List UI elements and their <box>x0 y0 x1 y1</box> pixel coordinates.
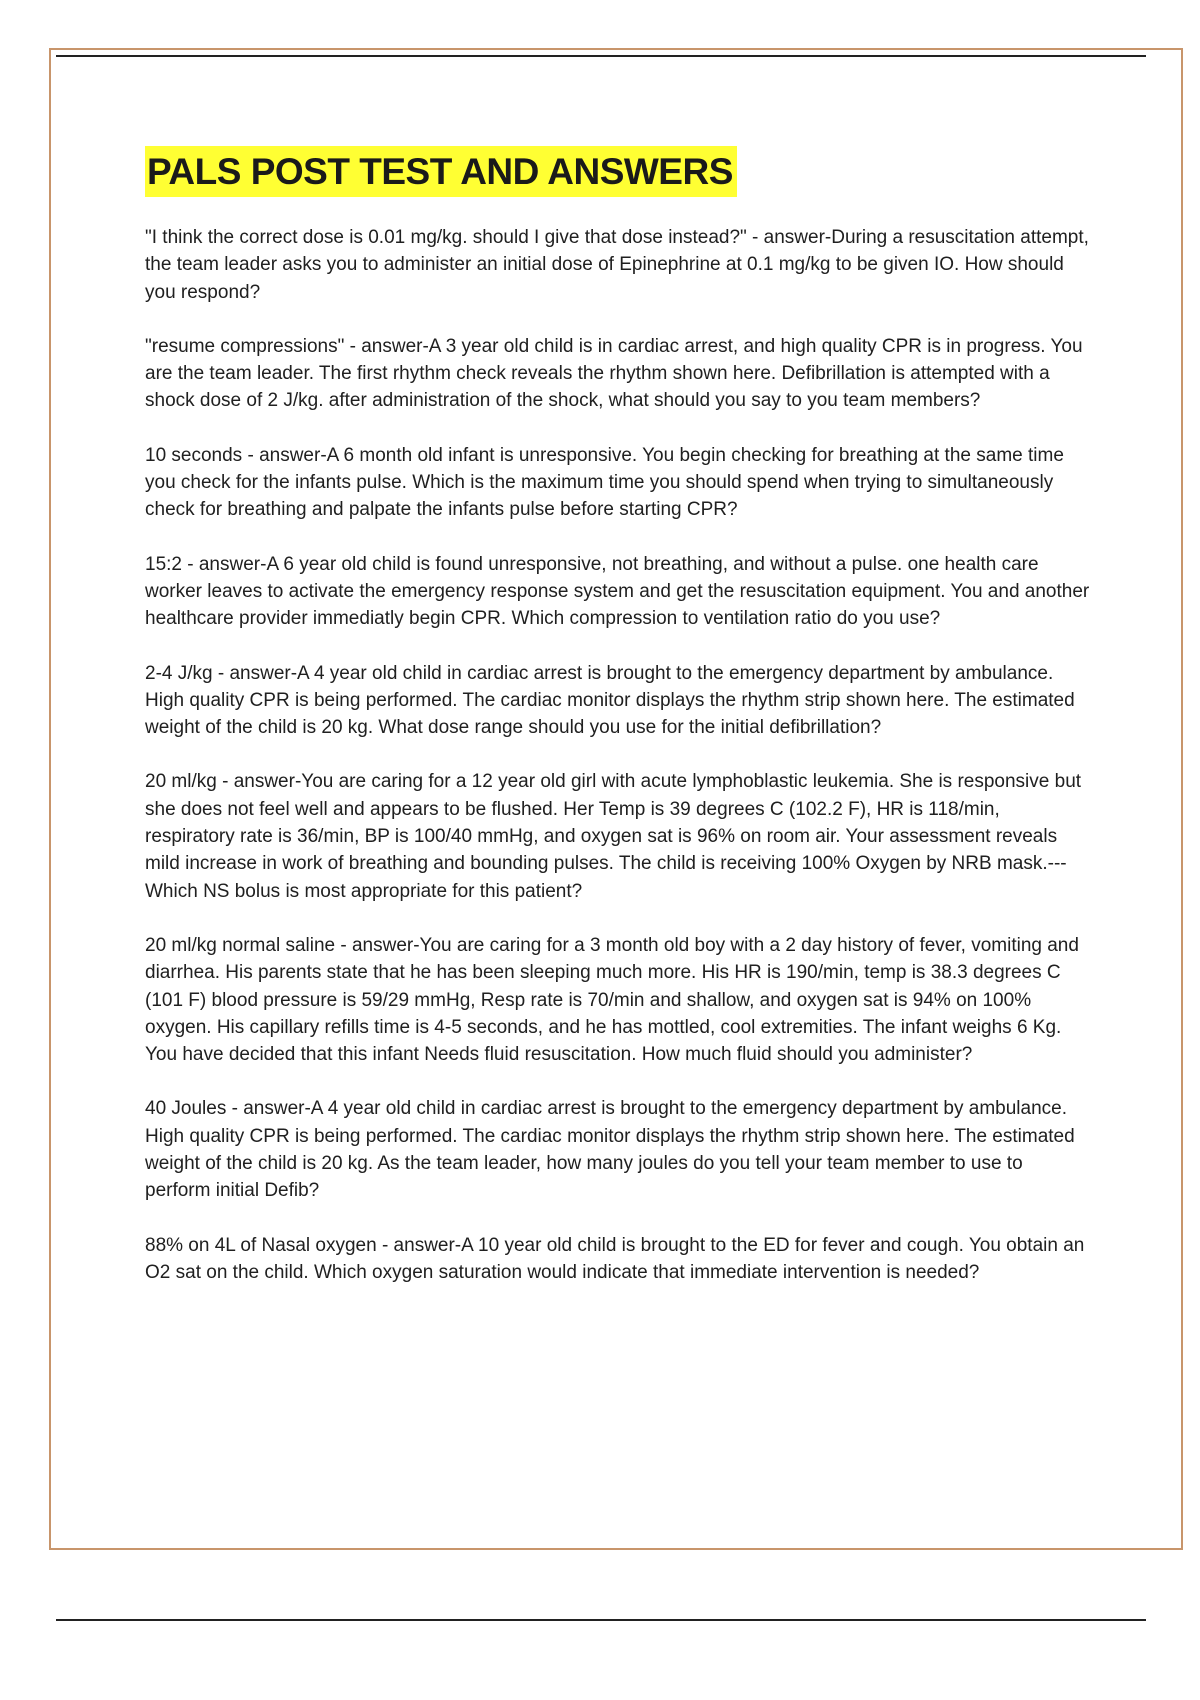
qa-item-2: "resume compressions" - answer-A 3 year old child is in cardiac arrest, and high quality CPR is in progress. You are the team leader. The first rhythm check reveals the rhythm shown here. Defibrillation is attempted with a shock dose of 2 J/kg. after administration of the shock, what should you say to you team members? <box>145 335 1083 412</box>
qa-item-7: 20 ml/kg normal saline - answer-You are caring for a 3 month old boy with a 2 day history of fever, vomiting and diarrhea. His parents state that he has been sleeping much more. His HR is 190/min, temp is 38.3 degrees C (101 F) blood pressure is 59/29 mmHg, Resp rate is 70/min and shallow, and oxygen sat is 94% on 100% oxygen. His capillary refills time is 4-5 seconds, and he has mottled, cool extremities. The infant weighs 6 Kg. You have decided that this infant Needs fluid resuscitation. How much fluid should you administer? <box>145 934 1079 1066</box>
title-container <box>145 146 737 197</box>
qa-item-4: 15:2 - answer-A 6 year old child is found unresponsive, not breathing, and without a pulse. one health care worker leaves to activate the emergency response system and get the resuscitation equipment. You and another healthcare provider immediatly begin CPR. Which compression to ventilation ratio do you use? <box>145 553 1090 630</box>
qa-item-8: 40 Joules - answer-A 4 year old child in cardiac arrest is brought to the emergency department by ambulance. High quality CPR is being performed. The cardiac monitor displays the rhythm strip shown here. The estimated weight of the child is 20 kg. As the team leader, how many joules do you tell your team member to use to perform initial Defib? <box>145 1098 1075 1202</box>
qa-item-6: 20 ml/kg - answer-You are caring for a 12 year old girl with acute lymphoblastic leukemia. She is responsive but she does not feel well and appears to be flushed. Her Temp is 39 degrees C (102.2 F), HR is 118/min, respiratory rate is 36/min, BP is 100/40 mmHg, and oxygen sat is 96% on room air. Your assessment reveals mild increase in work of breathing and bounding pulses. The child is receiving 100% Oxygen by NRB mask.--- Which NS bolus is most appropriate for this patient? <box>145 771 1082 902</box>
qa-item-3: 10 seconds - answer-A 6 month old infant is unresponsive. You begin checking for breathing at the same time you check for the infants pulse. Which is the maximum time you should spend when trying to simultaneously check for breathing and palpate the infants pulse before starting CPR? <box>145 444 1064 521</box>
qa-item-9: 88% on 4L of Nasal oxygen - answer-A 10 year old child is brought to the ED for fever and cough. You obtain an O2 sat on the child. Which oxygen saturation would indicate that immediate intervention is needed? <box>145 1234 1085 1283</box>
document-title: PALS POST TEST AND ANSWERS <box>145 146 737 197</box>
qa-item-5: 2-4 J/kg - answer-A 4 year old child in cardiac arrest is brought to the emergency department by ambulance. High quality CPR is being performed. The cardiac monitor displays the rhythm strip shown here. The estimated weight of the child is 20 kg. What dose range should you use for the initial defibrillation? <box>145 662 1075 739</box>
footer-rule <box>56 1619 1146 1621</box>
qa-item-1: "I think the correct dose is 0.01 mg/kg. should I give that dose instead?" - answer-During a resuscitation attempt, the team leader asks you to administer an initial dose of Epinephrine at 0.1 mg/kg to be given IO. How should you respond? <box>145 227 1089 303</box>
qa-list <box>145 224 1090 1313</box>
